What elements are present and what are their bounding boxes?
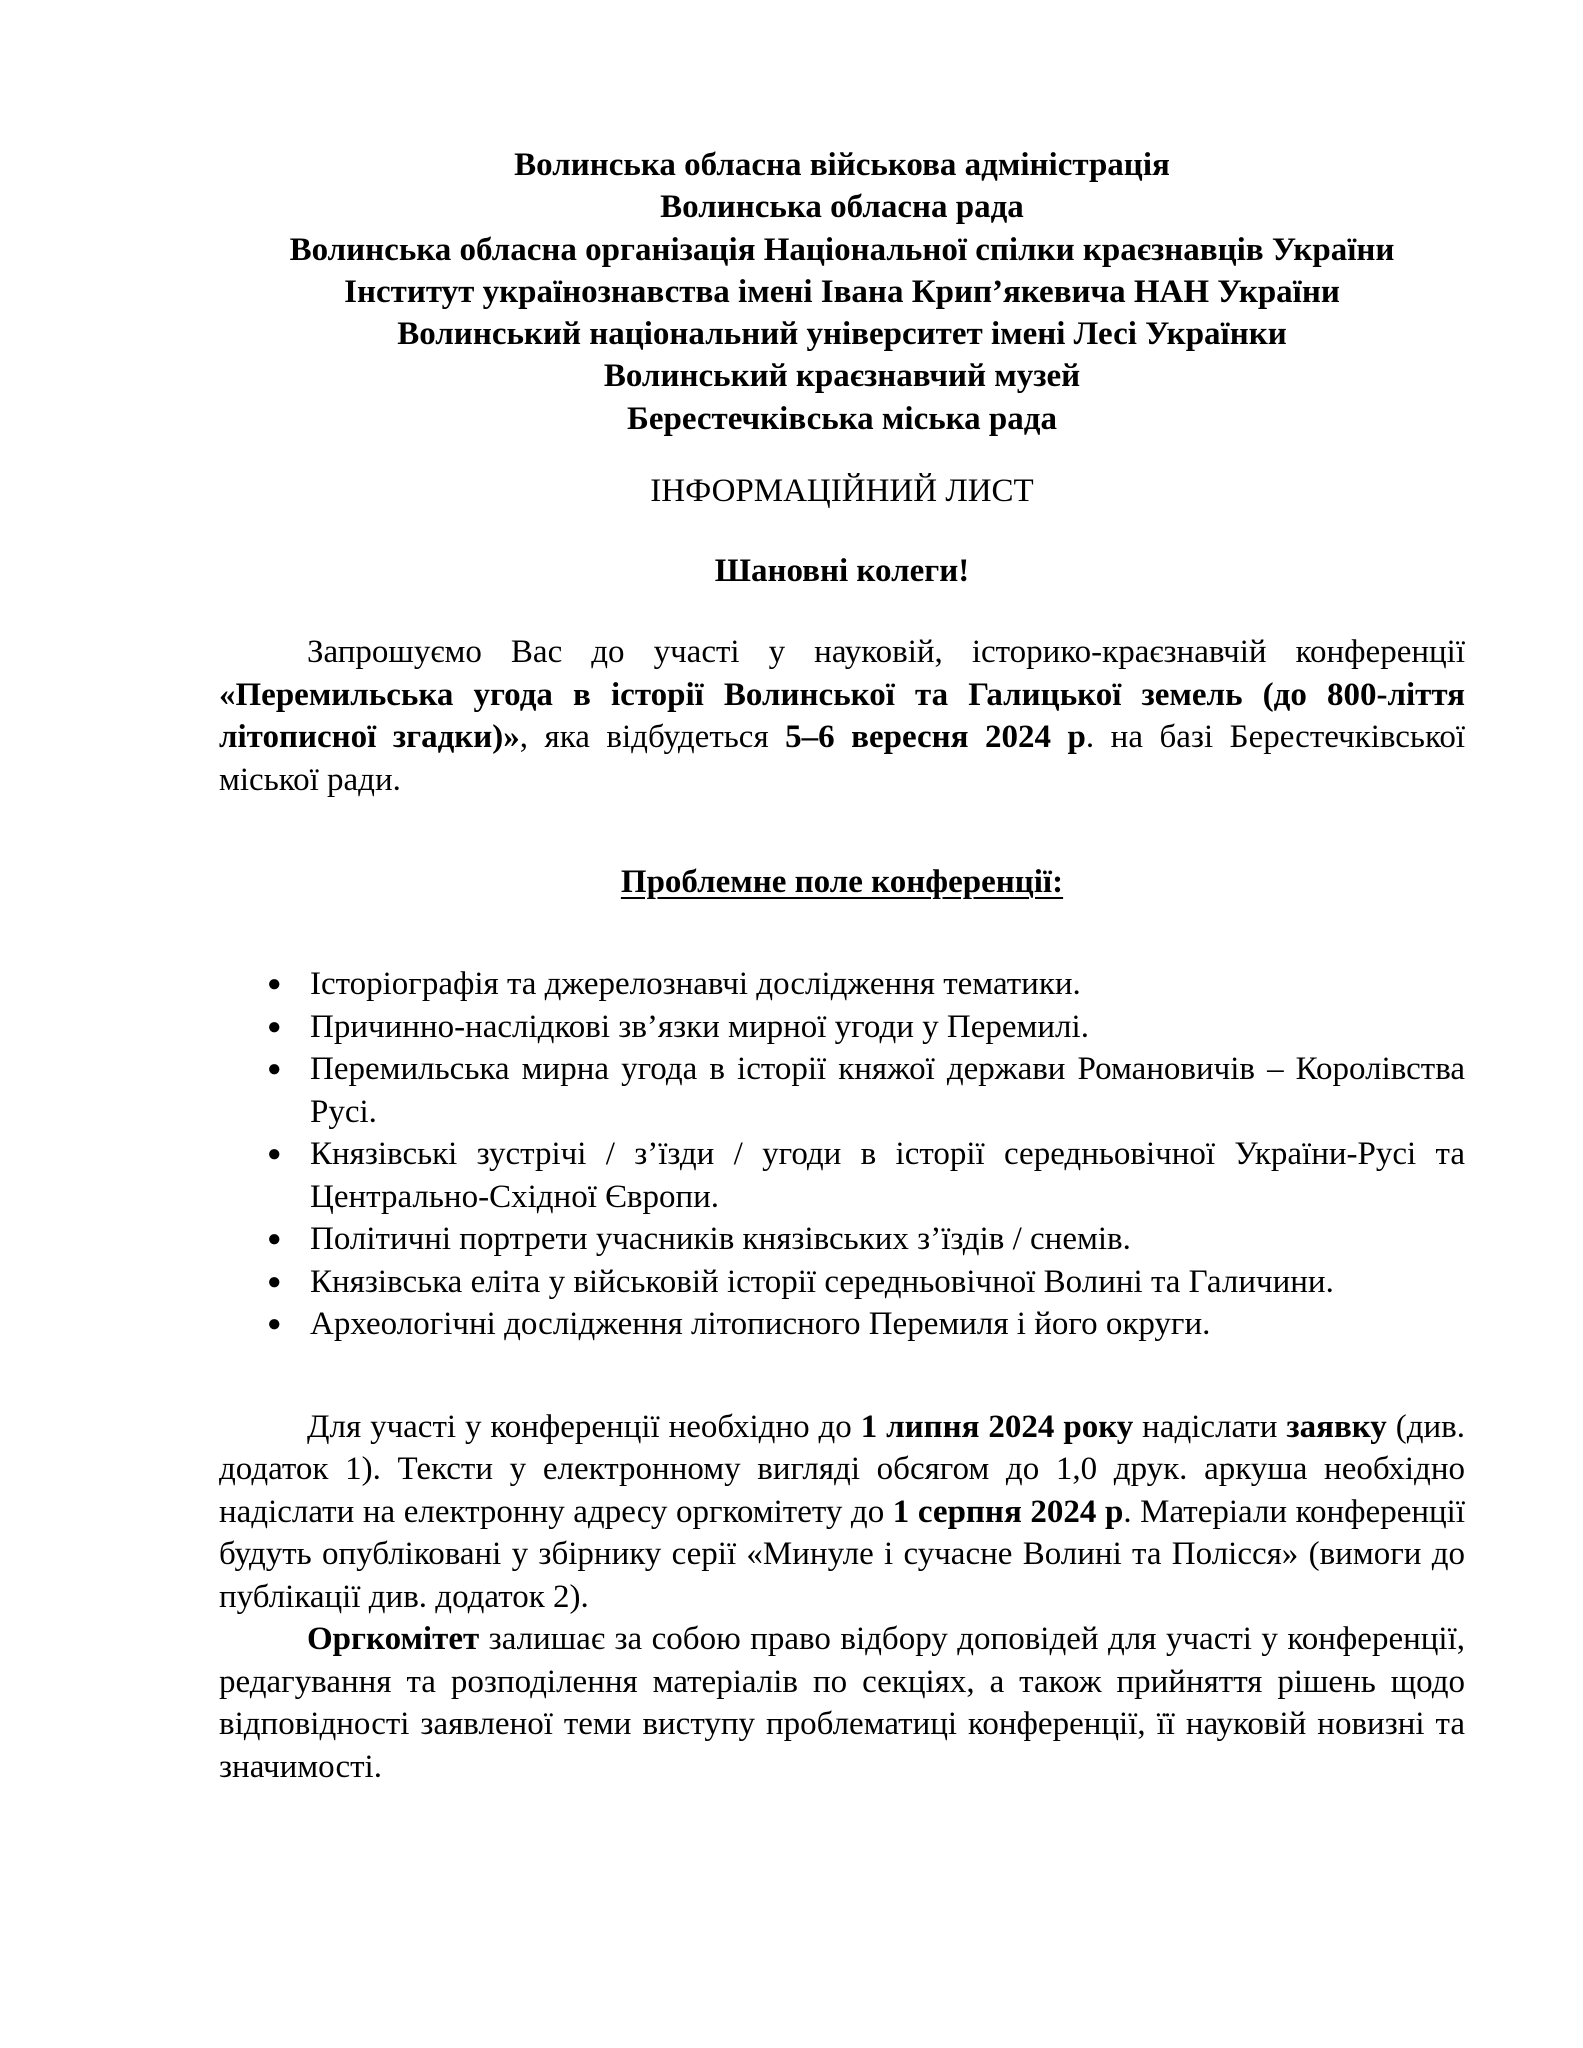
topic-text: Політичні портрети учасників князівських з’їздів / снемів. [310,1221,1131,1258]
topic-text: Князівська еліта у військовій історії середньовічної Волині та Галичини. [310,1263,1334,1300]
document-page [219,144,1465,1788]
organizer-line: Волинська обласна рада [660,189,1024,226]
topic-item [267,1261,1465,1304]
participation-text-4: . Матеріали конференції будуть опубліковані у збірнику серії «Минуле і сучасне Волині та Полісся» (вимоги до публікації див. додаток 2). [219,1493,1465,1615]
topic-text: Археологічні дослідження літописного Перемиля і його округи. [310,1306,1211,1343]
application-deadline: 1 липня 2024 року [860,1408,1134,1445]
topic-item [267,963,1465,1006]
bullet-icon: ● [267,1268,282,1295]
organizer-line: Волинський краєзнавчий музей [603,358,1081,395]
topic-item [267,1133,1465,1218]
participation-text-1: Для участі у конференції необхідно до [307,1408,861,1445]
committee-label: Оргкомітет [307,1621,480,1658]
committee-text: залишає за собою право відбору доповідей для участі у конференції, редагування та розподілення матеріалів по секціях, а також прийняття рішень щодо відповідності заявленої теми виступу проблематиці конференції, її науковій новизні та значимості. [219,1621,1465,1785]
bullet-icon: ● [267,1141,282,1168]
bullet-icon: ● [267,1013,282,1040]
organizer-line: Інститут українознавства імені Івана Крип’якевича НАН України [344,273,1340,310]
topic-item [267,1303,1465,1346]
topic-text: Причинно-наслідкові зв’язки мирної угоди у Перемилі. [310,1008,1089,1045]
organizers-list [219,144,1465,440]
participation-paragraph [219,1406,1465,1619]
conference-dates: 5–6 вересня 2024 р [785,719,1086,756]
organizer-line: Волинський національний університет імені Лесі Українки [397,316,1287,353]
bullet-icon: ● [267,1226,282,1253]
document-title: ІНФОРМАЦІЙНИЙ ЛИСТ [650,473,1034,510]
invitation-middle: , яка відбудеться [519,719,786,756]
organizer-line: Волинська обласна військова адміністрація [514,147,1170,183]
topic-item [267,1218,1465,1261]
topic-text: Князівські зустрічі / з’їзди / угоди в історії середньовічної України-Русі та Центрально-Східної Європи. [310,1136,1465,1215]
organizer-line: Берестечківська міська рада [627,400,1057,437]
committee-paragraph [219,1618,1465,1788]
bullet-icon: ● [267,1311,282,1338]
greeting: Шановні колеги! [714,553,970,590]
topic-text: Перемильська мирна угода в історії княжої держави Романовичів – Королівства Русі. [310,1051,1465,1130]
participation-text-3: (див. додаток 1). Тексти у електронному вигляді обсягом до 1,0 друк. аркуша необхідно надіслати на електронну адресу оргкомітету до [219,1408,1465,1530]
invitation-intro: Запрошуємо Вас до участі у науковій, історико-краєзнавчій конференції [307,634,1465,671]
invitation-outro: . на базі Берестечківської міської ради. [219,719,1465,798]
conference-title: «Перемильська угода в історії Волинської та Галицької земель (до 800-ліття літописної згадки)» [219,676,1465,756]
invitation-paragraph [219,631,1465,801]
texts-deadline: 1 серпня 2024 р [892,1493,1124,1530]
topic-item [267,1006,1465,1049]
topics-heading: Проблемне поле конференції: [620,864,1064,901]
topic-text: Історіографія та джерелознавчі дослідження тематики. [310,966,1081,1003]
bullet-icon: ● [267,1056,282,1083]
topics-list [219,963,1465,1346]
bullet-icon: ● [267,971,282,998]
topic-item [267,1048,1465,1133]
participation-text-2: надіслати [1133,1408,1287,1445]
organizer-line: Волинська обласна організація Національної спілки краєзнавців України [289,231,1395,268]
application-word: заявку [1286,1408,1387,1445]
